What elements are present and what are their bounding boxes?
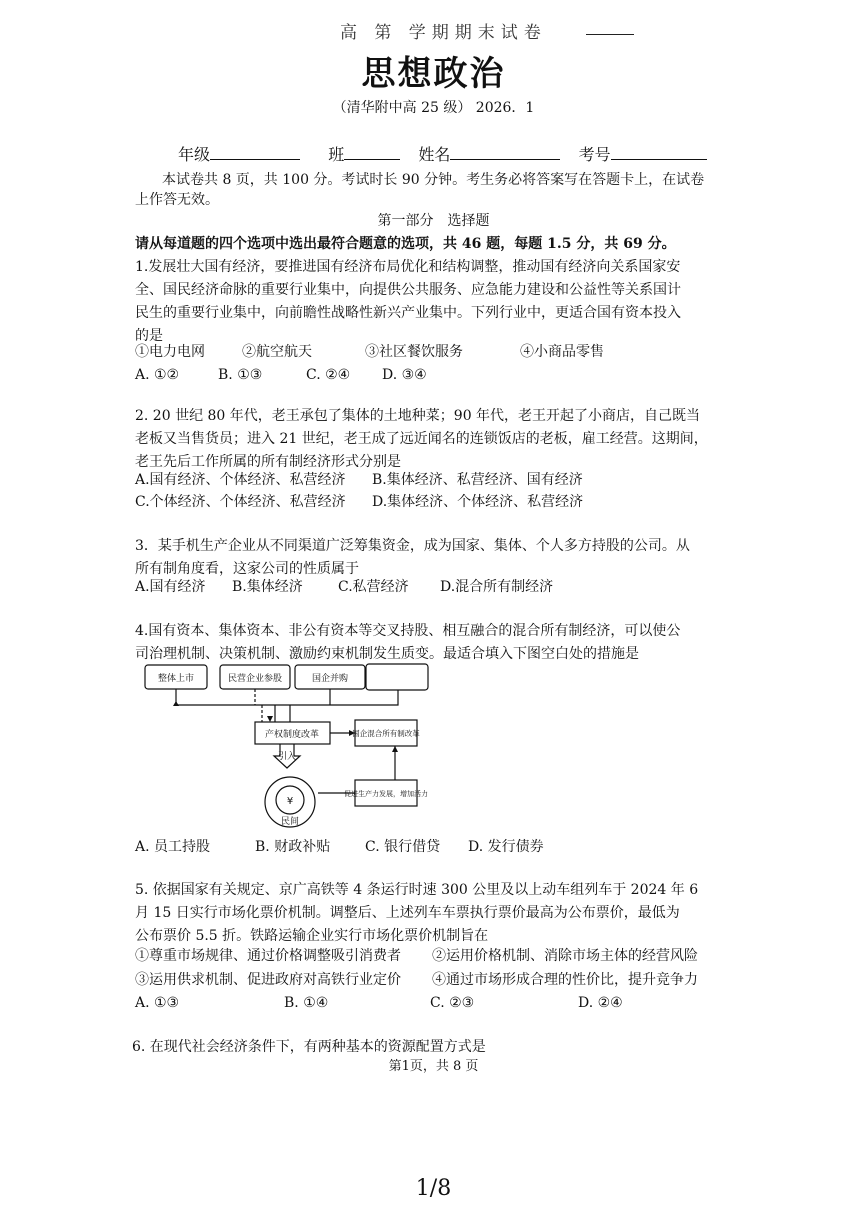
instruction: 请从每道题的四个选项中选出最符合题意的选项，共 46 题，每题 1.5 分，共 69 分。 [135, 236, 676, 252]
q5-item-4: ④通过市场形成合理的性价比，提升竞争力 [432, 972, 698, 988]
q1-option-d[interactable]: D. ③④ [382, 367, 427, 383]
notice-line-1: 本试卷共 8 页，共 100 分。考试时长 90 分钟。考生务必将答案写在答题卡上，在试卷 [162, 172, 705, 188]
q2-option-c[interactable]: C.个体经济、个体经济、私营经济 [135, 494, 346, 510]
diagram-text-center: 产权制度改革 [264, 730, 320, 740]
exam-subtitle: （清华附中高 25 级） 2026．1 [332, 100, 535, 116]
diagram-text-right-1: 国企混合所有制改革 [352, 729, 420, 738]
q2-line-1: 2. 20 世纪 80 年代，老王承包了集体的土地种菜；90 年代，老王开起了小商店，自己既当 [135, 408, 701, 424]
diagram-box-blank[interactable] [366, 664, 428, 690]
q1-item-4: ④小商品零售 [520, 344, 604, 360]
q1-item-3: ③社区餐饮服务 [365, 344, 463, 360]
q2-option-d[interactable]: D.集体经济、个体经济、私营经济 [372, 494, 584, 510]
q3-option-b[interactable]: B.集体经济 [232, 579, 303, 595]
q2-option-a[interactable]: A.国有经济、个体经济、私营经济 [135, 472, 346, 488]
q2-option-b[interactable]: B.集体经济、私营经济、国有经济 [372, 472, 583, 488]
q3-line-2: 所有制角度看，这家公司的性质属于 [135, 561, 359, 577]
q5-item-2: ②运用价格机制、消除市场主体的经营风险 [432, 948, 698, 964]
header-blank-line [586, 34, 634, 35]
q1-option-c[interactable]: C. ②④ [306, 367, 351, 383]
q1-option-a[interactable]: A. ①② [135, 367, 180, 383]
grade-label: 年级 [178, 145, 211, 164]
diagram-text-arrow: 引入 [277, 752, 297, 762]
section-title: 第一部分 选择题 [377, 213, 490, 229]
q1-option-b[interactable]: B. ①③ [218, 367, 263, 383]
q1-line-1: 1.发展壮大国有经济，要推进国有经济布局优化和结构调整，推动国有经济向关系国家安 [135, 259, 681, 275]
q1-line-4: 的是 [135, 328, 163, 344]
exam-header-line: 高 第 学期期末试卷 [340, 23, 547, 43]
q1-item-2: ②航空航天 [242, 344, 312, 360]
q3-option-c[interactable]: C.私营经济 [338, 579, 409, 595]
q5-option-b[interactable]: B. ①④ [284, 995, 329, 1011]
q2-line-3: 老王先后工作所属的所有制经济形式分别是 [135, 454, 401, 470]
diagram-text-circle: 民间 [280, 817, 300, 827]
q6-line-1: 6. 在现代社会经济条件下，有两种基本的资源配置方式是 [132, 1039, 486, 1055]
q3-option-d[interactable]: D.混合所有制经济 [440, 579, 554, 595]
name-label: 姓名 [418, 145, 451, 164]
class-label: 班 [328, 145, 345, 164]
diagram-text-listing: 整体上市 [157, 674, 195, 684]
q4-line-1: 4.国有资本、集体资本、非公有资本等交叉持股、相互融合的混合所有制经济，可以使公 [135, 623, 681, 639]
q2-line-2: 老板又当售货员；进入 21 世纪，老王成了远近闻名的连锁饭店的老板，雇工经营。这期间， [135, 431, 708, 447]
page-number: 1/8 [415, 1176, 452, 1201]
q3-line-1: 3．某手机生产企业从不同渠道广泛筹集资金，成为国家、集体、个人多方持股的公司。从 [135, 538, 690, 554]
q1-item-1: ①电力电网 [135, 344, 205, 360]
grade-field[interactable] [210, 145, 300, 160]
q4-option-c[interactable]: C. 银行借贷 [365, 839, 441, 855]
diagram-text-right-2: 促进生产力发展，增加活力 [344, 790, 428, 798]
exam-no-field[interactable] [611, 145, 707, 160]
q5-option-a[interactable]: A. ①③ [135, 995, 180, 1011]
q4-flow-diagram [140, 660, 440, 830]
info-row [178, 142, 707, 165]
q3-option-a[interactable]: A.国有经济 [135, 579, 206, 595]
q4-option-d[interactable]: D. 发行债券 [468, 839, 544, 855]
q1-line-3: 民生的重要行业集中，向前瞻性战略性新兴产业集中。下列行业中，更适合国有资本投入 [135, 305, 681, 321]
q5-item-3: ③运用供求机制、促进政府对高铁行业定价 [135, 972, 401, 988]
q5-line-2: 月 15 日实行市场化票价机制。调整后、上述列车车票执行票价最高为公布票价，最低为 [135, 905, 680, 921]
q5-line-1: 5. 依据国家有关规定、京广高铁等 4 条运行时速 300 公里及以上动车组列车于 2024 年 6 [135, 882, 699, 898]
diagram-text-merger: 国企并购 [311, 674, 349, 684]
diagram-text-circle-inner: ¥ [286, 796, 294, 807]
q4-option-b[interactable]: B. 财政补贴 [255, 839, 331, 855]
diagram-text-private: 民营企业参股 [227, 674, 283, 684]
q5-option-d[interactable]: D. ②④ [578, 995, 623, 1011]
q5-item-1: ①尊重市场规律、通过价格调整吸引消费者 [135, 948, 401, 964]
q5-line-3: 公布票价 5.5 折。铁路运输企业实行市场化票价机制旨在 [135, 928, 489, 944]
notice-line-2: 上作答无效。 [135, 192, 219, 208]
q4-line-2: 司治理机制、决策机制、激励约束机制发生质变。最适合填入下图空白处的措施是 [135, 646, 639, 662]
q4-option-a[interactable]: A. 员工持股 [135, 839, 211, 855]
q1-line-2: 全、国民经济命脉的重要行业集中，向提供公共服务、应急能力建设和公益性等关系国计 [135, 282, 681, 298]
exam-title: 思想政治 [361, 54, 506, 94]
q5-option-c[interactable]: C. ②③ [430, 995, 475, 1011]
name-field[interactable] [450, 145, 560, 160]
class-field[interactable] [344, 145, 400, 160]
exam-no-label: 考号 [578, 145, 611, 164]
page-footer: 第1页，共 8 页 [388, 1059, 479, 1074]
